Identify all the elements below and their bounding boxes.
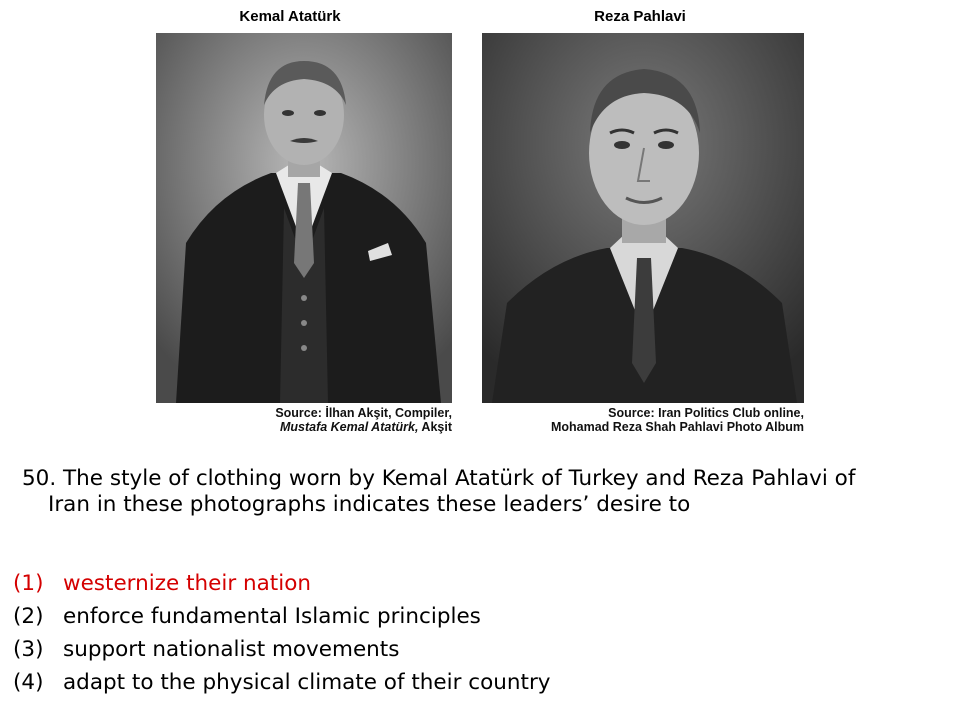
photo-source-ataturk	[156, 406, 452, 434]
source-publisher: Mohamad Reza Shah Pahlavi Photo Album	[550, 420, 804, 434]
option-number: (1)	[13, 571, 44, 596]
answer-option-2[interactable]	[13, 600, 933, 633]
pahlavi-portrait-photo	[482, 33, 804, 403]
option-number: (2)	[13, 604, 44, 629]
source-title: Mustafa Kemal Atatürk,	[279, 420, 419, 434]
photo-caption-ataturk: Kemal Atatürk	[239, 8, 341, 25]
answer-option-3[interactable]	[13, 633, 933, 666]
source-line-1: Source: Iran Politics Club online,	[608, 406, 804, 420]
answer-options	[13, 567, 933, 699]
source-publisher: Akşit	[418, 420, 452, 434]
answer-option-4[interactable]	[13, 666, 933, 699]
question-number: 50.	[22, 466, 57, 491]
question-stem	[22, 466, 942, 518]
source-line-1: Source: İlhan Akşit, Compiler,	[275, 406, 452, 420]
answer-option-1[interactable]	[13, 567, 933, 600]
question-text-line-1: The style of clothing worn by Kemal Atatürk of Turkey and Reza Pahlavi of	[63, 466, 856, 491]
photo-source-pahlavi	[482, 406, 804, 434]
option-number: (3)	[13, 637, 44, 662]
photo-caption-pahlavi: Reza Pahlavi	[594, 8, 686, 25]
option-text: adapt to the physical climate of their country	[63, 670, 551, 695]
question-text-line-2: Iran in these photographs indicates these leaders’ desire to	[48, 492, 691, 517]
option-text: support nationalist movements	[63, 637, 400, 662]
option-number: (4)	[13, 670, 44, 695]
option-text: enforce fundamental Islamic principles	[63, 604, 481, 629]
ataturk-portrait-photo	[156, 33, 452, 403]
option-text: westernize their nation	[63, 571, 311, 596]
